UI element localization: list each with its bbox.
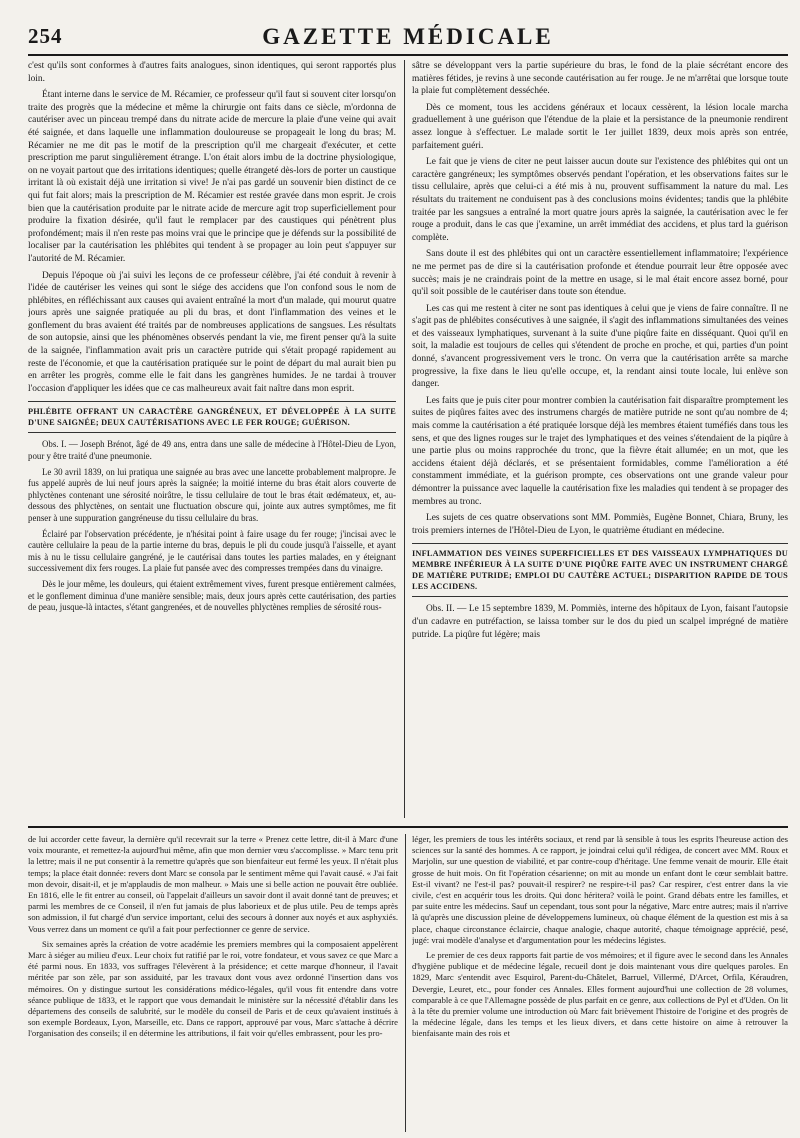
section-divider: [28, 826, 788, 828]
section-heading: PHLÉBITE OFFRANT UN CARACTÈRE GANGRÉNEUX, ET DÉVELOPPÉE À LA SUITE D'UNE SAIGNÉE; DEUX CAUTÉRISATIONS AVEC LE FER ROUGE; GUÉRISON.: [28, 401, 396, 433]
upper-right-column: [412, 60, 788, 818]
paragraph: de lui accorder cette faveur, la dernière qu'il recevrait sur la terre « Prenez cette lettre, dit-il à Marc d'une voix mourante, et remettez-la aujourd'hui même, afin que mon dernier vœu s'accomplisse. » Marc tenu prit la lettre; mais il ne put consentir à la remettre qu'après que son bienfaiteur eut fermé les yeux. Il n'était plus temps; la place était donnée: revers dont Marc se consola par le sentiment même qui l'avait causé. « J'ai fait mon devoir, disait-il, et je m'applaudis de mon malheur. » Mais une si belle action ne pouvait être oubliée. En 1816, elle le fit entrer au conseil, où l'appelait d'ailleurs un savoir dont il avait donné tant de preuves; et parmi les membres de ce Conseil, il n'en fut jamais de plus laborieux et de plus utile. Peu de temps après son admission, il fut chargé d'un service important, celui des secours à donner aux noyés et aux asphyxiés. Vous verrez dans un moment ce qu'il a fait pour perfectionner ce genre de service.: [28, 834, 398, 934]
paragraph: Étant interne dans le service de M. Récamier, ce professeur qu'il faut si souvent citer lorsqu'on traite des progrès que la médecine et même la chirurgie ont faits dans ce siècle, m'ordonna de cautériser avec un pinceau trempé dans du nitrate acide de mercure la plaie d'une veine qui avait été saignée, et dans laquelle une inflammation douloureuse se propageait le long du bras; M. Récamier ne me dit pas le motif de la prescription qu'il me chargeait d'exécuter, et cette prescription me parut singulièrement étrange. L'on était alors imbu de la doctrine physiologique, on ne voyait partout que des irritations identiques; quelle étrangeté dès-lors de porter un caustique irritant là où existait déjà une irritation si vive! Je n'ai pas gardé un souvenir bien distinct de ce qui fut fait alors; mais la prescription de M. Récamier est restée gravée dans mon esprit. Je crois bien que la cautérisation produite par le nitrate acide de mercure agit trop superficiellement pour produire la fixation désirée, qu'il faut le remplacer par des caustiques qui pénètrent plus profondément; mais il n'en reste pas moins vrai que le principe que je défends sur la possibilité de localiser par la cautérisation les phlébites qui tendent à se propager au loin peut s'appuyer sur l'autorité de M. Récamier.: [28, 90, 396, 264]
paragraph: léger, les premiers de tous les intérêts sociaux, et rend par là sensible à tous les esprits l'heureuse action des sciences sur la santé des hommes. A ce rapport, je joindrai celui qu'il rédigea, de concert avec MM. Roux et Marjolin, sur une question de viabilité, et par contre-coup d'héritage. Une femme venait de mourir. Elle était grosse de huit mois. On fit l'opération césarienne; on mit au monde un enfant dont le cœur semblait battre. Est-il vivant? ne l'est-il pas? pouvait-il respirer? ne respire-t-il pas? Car respirer, c'est entrer dans la vie civile, c'est en acquérir tous les droits. Qui donc héritera? voilà le point. Grand débats entre les familles, et par suite entre les médecins. Sauf un cependant, tous sont pour la négative, Marc entre autres; mais il n'arrive là qu'après une discussion pleine de développemens lumineux, où chaque élément de la question est mis à sa place, chaque circonstance éclaircie, chaque analogie, chaque autorité, chaque témoignage apprécié, pesé, jugé: vrai modèle d'analyse et d'argumentation pour les médecins légistes.: [412, 834, 788, 945]
paragraph: Le 30 avril 1839, on lui pratiqua une saignée au bras avec une lancette probablement malpropre. Je fus appelé auprès de lui neuf jours après la saignée; la moitié interne du bras était alors couverte de phlyctènes contenant une sérosité noirâtre, le tissu cellulaire de tout le bras était œdémateux, et, au-dessous des phlyctènes, on sentait une fluctuation obscure qui, jointe aux autres symptômes, me fit penser à une suppuration gangréneuse du tissu cellulaire du bras.: [28, 466, 396, 523]
paragraph: Dès le jour même, les douleurs, qui étaient extrêmement vives, furent presque entièrement calmées, et le gonflement diminua d'une manière sensible; mais, deux jours après cette cautérisation, des parties de peau, jusque-là intactes, s'étant gangrenées, et de nouvelles phlyctènes remplies de sérosité rous-: [28, 578, 396, 613]
paragraph: Les faits que je puis citer pour montrer combien la cautérisation fait disparaître promptement les suites de piqûres faites avec des instrumens chargés de matière putride ne sont qu'au nombre de 4; mais comme la cautérisation a été pratiquée lorsque déjà les membres étaient tuméfiés dans tous les sens, et que des lignes rouges sur le trajet des lymphatiques et des veines s'étendaient de la piqûre à une partie plus ou moins rapprochée du tronc, que la fièvre était allumée; en un mot, que les accidens étaient déjà déclarés, et se présentaient formidables, comme l'amélioration a été constamment immédiate, et la guérison prompte, ces observations ont une grande valeur pour démontrer la puissance avec laquelle la cautérisation fixe les maladies qui tendent à se propager des membres au tronc.: [412, 395, 788, 507]
column-divider: [405, 834, 406, 1132]
observation-heading-paragraph: Obs. II. — Le 15 septembre 1839, M. Pommiès, interne des hôpitaux de Lyon, faisant l'autopsie d'un cadavre en putréfaction, se laissa tomber sur le dos du pied un scalpel imprégné de matière putride. La piqûre fut légère; mais: [412, 604, 788, 640]
upper-left-column: [28, 60, 396, 818]
paragraph: Six semaines après la création de votre académie les premiers membres qui la composaient appelèrent Marc à siéger au milieu d'eux. Leur choix fut ratifié par le roi, votre fondateur, et vous savez ce que Marc a été parmi nous. En 1833, vos suffrages l'élevèrent à la présidence; et cette marque d'honneur, il l'avait méritée par son zèle, par son assiduité, par les travaux dont vous avez ordonné l'insertion dans vos mémoires. On y distingue surtout les considérations médico-légales, qu'il vous fit entendre dans votre séance publique de 1833, et le rapport que vous demandait le ministère sur la nécessité d'établir dans les départemens des conseils de salubrité, sur le modèle du conseil de Paris et de ceux qu'avaient institués à son exemple Bordeaux, Lyon, Marseille, etc. Dans ce rapport, approuvé par vous, Marc s'attache à décrire l'organisation des conseils; il en détermine les attributions, il fait voir qu'elles embrassent, pour les pro-: [28, 938, 398, 1039]
paragraph: Le premier de ces deux rapports fait partie de vos mémoires; et il figure avec le second dans les Annales d'hygiène publique et de médecine légale, recueil dont je dois maintenant vous dire quelques paroles. En 1829, Marc s'entendit avec Esquirol, Parent-du-Châtelet, Barruel, Villermé, D'Arcet, Orfila, Kéraudren, Devergie, Leuret, etc., pour fonder ces Annales. Elles forment aujourd'hui une collection de 28 volumes, comparable à ce que l'Allemagne possède de plus parfait en ce genre, aux collections de Pyl et d'Uden. On lit à la tête du premier volume une introduction où Marc fait brièvement l'histoire de l'origine et des progrès de la médecine légale, dans les temps et les lieux divers, et dans cette histoire on aime à retrouver la bienfaisante main des rois et: [412, 950, 788, 1039]
newspaper-title: GAZETTE MÉDICALE: [262, 24, 554, 49]
lower-right-column: [412, 834, 788, 1132]
feuilleton-section: [28, 834, 788, 1132]
observation-heading-paragraph: Obs. I. — Joseph Brénot, âgé de 49 ans, entra dans une salle de médecine à l'Hôtel-Dieu de Lyon, pour y être traité d'une pneumonie.: [28, 439, 396, 462]
paragraph: Les sujets de ces quatre observations sont MM. Pommiès, Eugène Bonnet, Chiara, Bruny, les trois premiers internes de l'Hôtel-Dieu de Lyon, le quatrième étudiant en médecine.: [412, 513, 788, 536]
lower-left-column: [28, 834, 398, 1132]
column-divider: [404, 60, 405, 818]
paragraph: Dès ce moment, tous les accidens généraux et locaux cessèrent, la lésion locale marcha graduellement à une guérison que l'étendue de la plaie et la persistance de la pneumonie rendirent assez longue à s'effectuer. Le malade sortit le 1er juillet 1839, deux mois après son entrée, parfaitement guéri.: [412, 102, 788, 151]
article-upper-section: [28, 60, 788, 818]
paragraph: Sans doute il est des phlébites qui ont un caractère essentiellement inflammatoire; l'expérience ne me permet pas de dire si la cautérisation profonde et étendue pourrait leur être opposée avec succès; mais je ne craindrais point de la mettre en usage, si le mal était encore assez borné, pour qu'il soit possible de le cautériser dans toute son étendue.: [412, 249, 788, 298]
newspaper-page: [28, 14, 788, 1132]
section-heading: INFLAMMATION DES VEINES SUPERFICIELLES ET DES VAISSEAUX LYMPHATIQUES DU MEMBRE INFÉRIEUR À LA SUITE D'UNE PIQÛRE FAITE AVEC UN INSTRUMENT CHARGÉ DE MATIÈRE PUTRIDE; EMPLOI DU CAUTÈRE ACTUEL; DISPARITION RAPIDE DE TOUS LES ACCIDENS.: [412, 543, 788, 597]
page-number: 254: [28, 24, 63, 48]
paragraph: Depuis l'époque où j'ai suivi les leçons de ce professeur célèbre, j'ai été conduit à revenir à l'idée de cautériser les veines qui sont le siége des accidens que l'on confond sous le nom de phlébites, en réfléchissant aux causes qui avaient entraîné la mort d'un malade, qui mourut quatre jours après une saignée pratiquée au pli du bras, et dont l'inflammation des veines et le gonflement du bras avaient été traités par de nombreuses applications de sangsues. Les résultats de son autopsie, ainsi que les phénomènes observés pendant la vie, me firent penser qu'à la suite de la saignée, l'inflammation avait pris un caractère putride qui s'était propagé rapidement au reste de l'économie, et que la cautérisation pratiquée sur le point de départ du mal aurait bien pu en arrêter les progrès, comme elle le fait dans les gangrènes humides. Je ne tardai à trouver l'occasion d'appliquer les idées que ce cas malheureux avait fait naître dans mon esprit.: [28, 270, 396, 394]
page-header: [28, 14, 788, 56]
paragraph: Les cas qui me restent à citer ne sont pas identiques à celui que je viens de faire connaître. Il ne s'agit pas de phlébites consécutives à une saignée, il s'agit des inflammations simultanées des veines et des vaisseaux lymphatiques, survenant à la suite d'une piqûre faite en disséquant. Quoi qu'il en soit, la maladie est toujours de celles qui s'étendent de proche en proche, et qui, parties d'un point donné, s'avancent progressivement vers le tronc. On verra que la cautérisation arrête sa marche progressive, la fixe dans le lieu qu'elle occupe, et, la rendant ainsi toute locale, lui enlève son danger.: [412, 303, 788, 390]
paragraph: c'est qu'ils sont conformes à d'autres faits analogues, sinon identiques, qui seront rapportés plus loin.: [28, 61, 396, 84]
paragraph: sâtre se développant vers la partie supérieure du bras, le fond de la plaie sécrétant encore des matières fétides, je revins à une seconde cautérisation au fer rouge. Je ne m'arrêtai que lorsque toute la plaie fut complètement desséchée.: [412, 61, 788, 97]
paragraph: Éclairé par l'observation précédente, je n'hésitai point à faire usage du fer rouge; j'incisai avec le cautère cellulaire la peau de la partie interne du bras, depuis le pli du coude jusqu'à l'aisselle, et ayant mis à nu le tissu cellulaire gangréné, je le cautérisai dans toutes les parties malades, en y éteignant successivement dix fers rouges. La plaie fut pansée avec des compresses trempées dans du vinaigre.: [28, 528, 396, 574]
paragraph: Le fait que je viens de citer ne peut laisser aucun doute sur l'existence des phlébites qui ont un caractère gangréneux; les symptômes observés pendant l'opération, et les observations faites sur le tissu cellulaire, après que celui-ci a été mis à nu, prouvent suffisamment la nature du mal. Les résultats du traitement ne conduisent pas à des conclusions moins évidentes; tandis que la phlébite traitée par les sangsues a entraîné la mort quatre jours après la saignée, la cautérisation avec le fer rouge a produit, dans le cas que j'examine, un arrêt immédiat des accidens, et plus tard la guérison complète.: [412, 157, 788, 243]
